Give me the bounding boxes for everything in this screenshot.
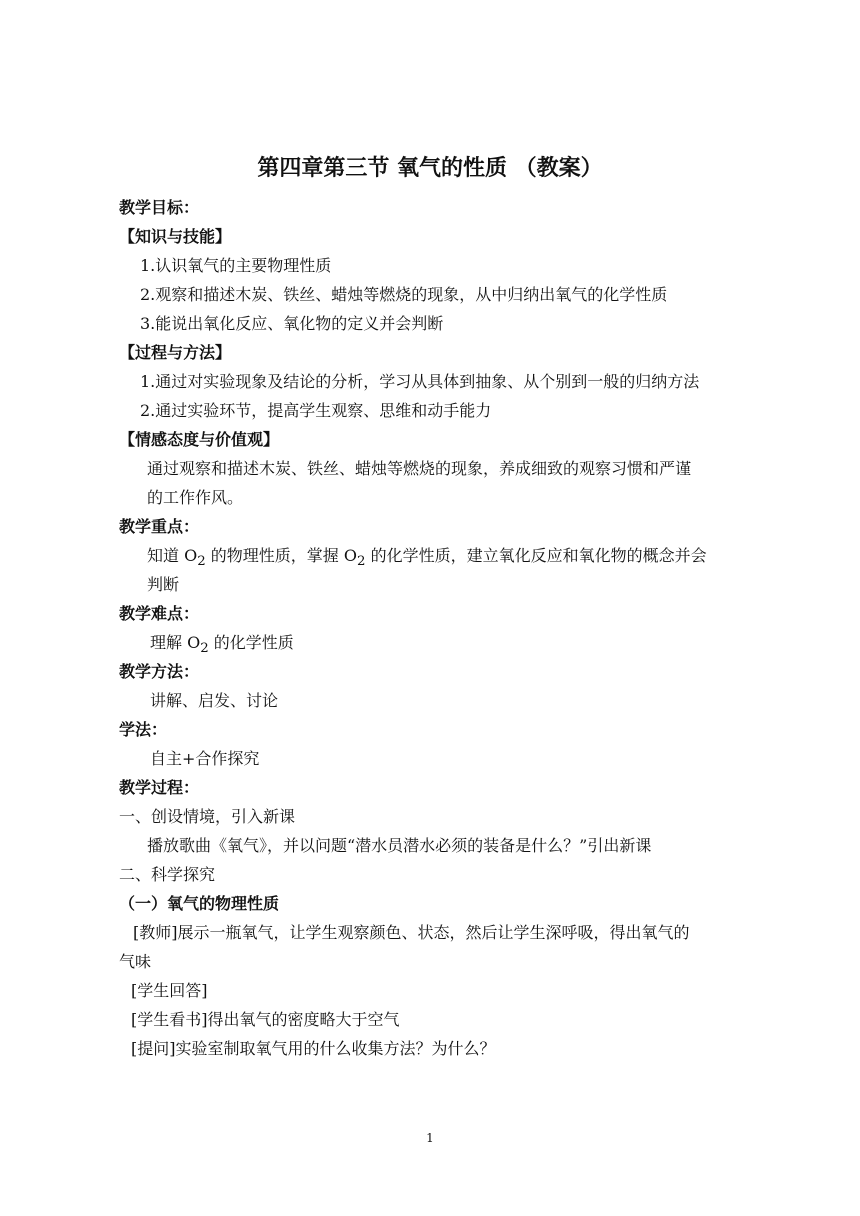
process-item-2: 2.通过实验环节，提高学生观察、思维和动手能力: [140, 401, 492, 420]
knowledge-heading: 【知识与技能】: [119, 227, 232, 246]
student-answer: [学生回答]: [131, 981, 208, 1000]
knowledge-item-1: 1.认识氧气的主要物理性质: [140, 256, 332, 275]
knowledge-item-3: 3.能说出氧化反应、氧化物的定义并会判断: [140, 314, 444, 333]
method-heading: 教学方法：: [119, 662, 200, 681]
goals-heading: 教学目标：: [119, 198, 200, 217]
process-heading: 【过程与方法】: [119, 343, 232, 362]
difficulty-heading: 教学难点：: [119, 604, 200, 623]
student-reading: [学生看书]得出氧气的密度略大于空气: [131, 1010, 400, 1029]
key-points-text-line-1: 知道 $O_2$ 的物理性质，掌握 $O_2$ 的化学性质，建立氧化反应和氧化物的概念并会: [147, 546, 707, 570]
knowledge-item-2: 2.观察和描述木炭、铁丝、蜡烛等燃烧的现象，从中归纳出氧气的化学性质: [140, 285, 668, 304]
difficulty-text: 理解 $O_2$ 的化学性质: [150, 633, 294, 657]
subsection-physical-properties: （一）氧气的物理性质: [119, 894, 280, 913]
attitude-text-line-1: 通过观察和描述木炭、铁丝、蜡烛等燃烧的现象，养成细致的观察习惯和严谨: [147, 459, 692, 478]
procedure-section-2: 二、科学探究: [119, 865, 216, 884]
key-points-heading: 教学重点：: [119, 517, 200, 536]
key-points-text-line-2: 判断: [147, 575, 180, 594]
procedure-heading: 教学过程：: [119, 778, 200, 797]
procedure-section-1: 一、创设情境，引入新课: [119, 807, 296, 826]
method-text: 讲解、启发、讨论: [150, 691, 279, 710]
study-heading: 学法：: [119, 720, 168, 739]
teacher-paragraph-line-2: 气味: [119, 952, 152, 971]
attitude-text-line-2: 的工作作风。: [147, 488, 244, 507]
procedure-section-1-text: 播放歌曲《氧气》，并以问题“潜水员潜水必须的装备是什么？”引出新课: [147, 836, 652, 855]
study-text: 自主+合作探究: [150, 749, 260, 768]
page-number: 1: [426, 1131, 434, 1145]
process-item-1: 1.通过对实验现象及结论的分析，学习从具体到抽象、从个别到一般的归纳方法: [140, 372, 700, 391]
question: [提问]实验室制取氧气用的什么收集方法？为什么？: [131, 1039, 496, 1058]
document-title: 第四章第三节 氧气的性质 （教案）: [257, 156, 603, 181]
attitude-heading: 【情感态度与价值观】: [119, 430, 280, 449]
teacher-paragraph-line-1: [教师]展示一瓶氧气，让学生观察颜色、状态，然后让学生深呼吸，得出氧气的: [133, 923, 690, 942]
